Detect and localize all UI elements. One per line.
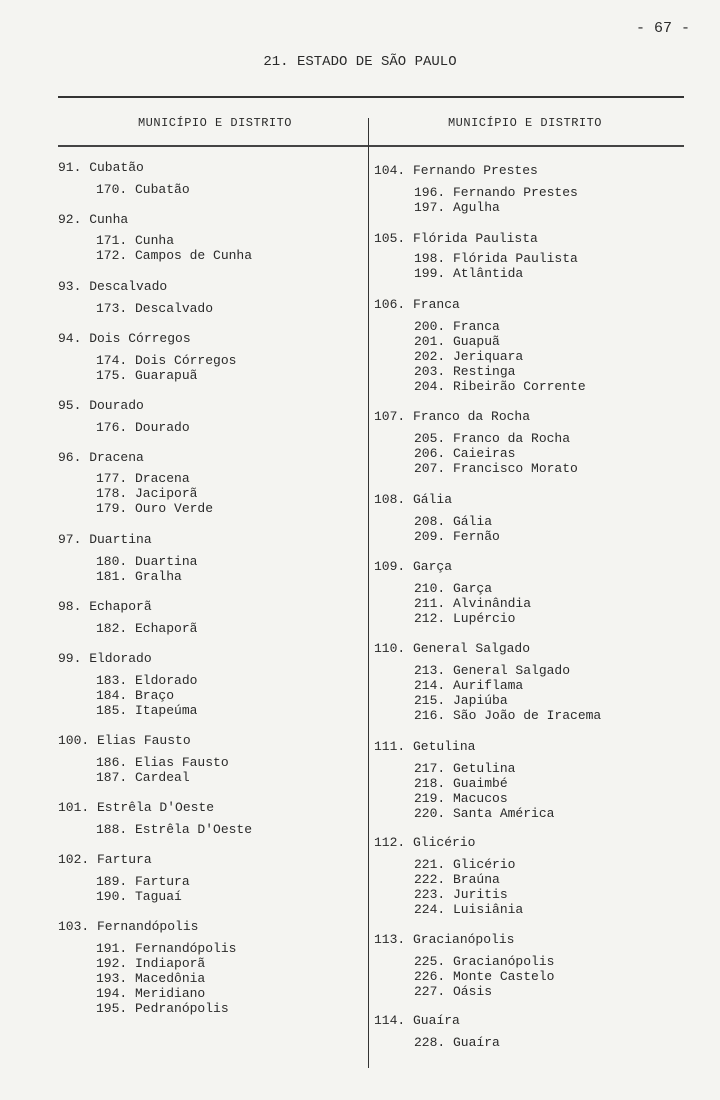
municipality-entry: 95. Dourado	[58, 398, 144, 413]
municipality-entry: 94. Dois Córregos	[58, 331, 191, 346]
district-entry: 189. Fartura	[96, 874, 190, 889]
municipality-entry: 98. Echaporã	[58, 599, 152, 614]
district-entry: 208. Gália	[414, 514, 493, 529]
district-entry: 194. Meridiano	[96, 986, 206, 1001]
district-entry: 191. Fernandópolis	[96, 941, 237, 956]
district-entry: 173. Descalvado	[96, 301, 214, 316]
district-entry: 175. Guarapuã	[96, 368, 198, 383]
district-entry: 224. Luisiânia	[414, 902, 524, 917]
district-entry: 201. Guapuã	[414, 334, 500, 349]
district-entry: 181. Gralha	[96, 569, 182, 584]
district-entry: 220. Santa América	[414, 806, 555, 821]
district-entry: 199. Atlântida	[414, 266, 524, 281]
municipality-entry: 105. Flórida Paulista	[374, 231, 538, 246]
district-entry: 200. Franca	[414, 319, 500, 334]
district-entry: 197. Agulha	[414, 200, 500, 215]
district-entry: 202. Jeriquara	[414, 349, 524, 364]
district-entry: 219. Macucos	[414, 791, 508, 806]
district-entry: 209. Fernão	[414, 529, 500, 544]
district-entry: 217. Getulina	[414, 761, 516, 776]
district-entry: 211. Alvinândia	[414, 596, 532, 611]
municipality-entry: 99. Eldorado	[58, 651, 152, 666]
municipality-entry: 109. Garça	[374, 559, 453, 574]
district-entry: 227. Oásis	[414, 984, 493, 999]
district-entry: 174. Dois Córregos	[96, 353, 237, 368]
district-entry: 218. Guaimbé	[414, 776, 508, 791]
district-entry: 228. Guaíra	[414, 1035, 500, 1050]
district-entry: 190. Taguaí	[96, 889, 182, 904]
district-entry: 171. Cunha	[96, 233, 175, 248]
district-entry: 180. Duartina	[96, 554, 198, 569]
district-entry: 198. Flórida Paulista	[414, 251, 578, 266]
district-entry: 215. Japiúba	[414, 693, 508, 708]
district-entry: 222. Braúna	[414, 872, 500, 887]
municipality-entry: 100. Elias Fausto	[58, 733, 191, 748]
municipality-entry: 103. Fernandópolis	[58, 919, 199, 934]
municipality-entry: 112. Glicério	[374, 835, 476, 850]
district-entry: 179. Ouro Verde	[96, 501, 214, 516]
district-entry: 170. Cubatão	[96, 182, 190, 197]
municipality-entry: 102. Fartura	[58, 852, 152, 867]
district-entry: 192. Indiaporã	[96, 956, 206, 971]
district-entry: 216. São João de Iracema	[414, 708, 602, 723]
municipality-entry: 97. Duartina	[58, 532, 152, 547]
district-entry: 196. Fernando Prestes	[414, 185, 578, 200]
district-entry: 182. Echaporã	[96, 621, 198, 636]
top-rule	[58, 96, 684, 98]
municipality-entry: 113. Gracianópolis	[374, 932, 515, 947]
district-entry: 186. Elias Fausto	[96, 755, 229, 770]
municipality-entry: 111. Getulina	[374, 739, 476, 754]
district-entry: 205. Franco da Rocha	[414, 431, 571, 446]
municipality-entry: 114. Guaíra	[374, 1013, 460, 1028]
page-number: - 67 -	[636, 20, 691, 37]
municipality-entry: 101. Estrêla D'Oeste	[58, 800, 215, 815]
municipality-entry: 96. Dracena	[58, 450, 144, 465]
district-entry: 213. General Salgado	[414, 663, 571, 678]
municipality-entry: 106. Franca	[374, 297, 460, 312]
municipality-entry: 93. Descalvado	[58, 279, 168, 294]
page-title: 21. ESTADO DE SÃO PAULO	[263, 54, 457, 70]
district-entry: 185. Itapeúma	[96, 703, 198, 718]
district-entry: 214. Auriflama	[414, 678, 524, 693]
district-entry: 193. Macedônia	[96, 971, 206, 986]
municipality-entry: 108. Gália	[374, 492, 453, 507]
municipality-entry: 110. General Salgado	[374, 641, 531, 656]
district-entry: 203. Restinga	[414, 364, 516, 379]
municipality-entry: 104. Fernando Prestes	[374, 163, 538, 178]
district-entry: 207. Francisco Morato	[414, 461, 578, 476]
district-entry: 225. Gracianópolis	[414, 954, 555, 969]
municipality-entry: 107. Franco da Rocha	[374, 409, 531, 424]
municipality-entry: 91. Cubatão	[58, 160, 144, 175]
district-entry: 187. Cardeal	[96, 770, 190, 785]
column-header-right: MUNICÍPIO E DISTRITO	[447, 116, 603, 130]
district-entry: 223. Juritis	[414, 887, 508, 902]
district-entry: 210. Garça	[414, 581, 493, 596]
column-header-left: MUNICÍPIO E DISTRITO	[137, 116, 293, 130]
district-entry: 176. Dourado	[96, 420, 190, 435]
district-entry: 221. Glicério	[414, 857, 516, 872]
district-entry: 212. Lupércio	[414, 611, 516, 626]
district-entry: 206. Caieiras	[414, 446, 516, 461]
municipality-entry: 92. Cunha	[58, 212, 129, 227]
column-divider	[368, 118, 369, 1068]
district-entry: 184. Braço	[96, 688, 175, 703]
district-entry: 178. Jaciporã	[96, 486, 198, 501]
district-entry: 172. Campos de Cunha	[96, 248, 253, 263]
district-entry: 204. Ribeirão Corrente	[414, 379, 586, 394]
district-entry: 195. Pedranópolis	[96, 1001, 229, 1016]
district-entry: 177. Dracena	[96, 471, 190, 486]
header-rule	[58, 145, 684, 147]
district-entry: 188. Estrêla D'Oeste	[96, 822, 253, 837]
district-entry: 183. Eldorado	[96, 673, 198, 688]
district-entry: 226. Monte Castelo	[414, 969, 555, 984]
